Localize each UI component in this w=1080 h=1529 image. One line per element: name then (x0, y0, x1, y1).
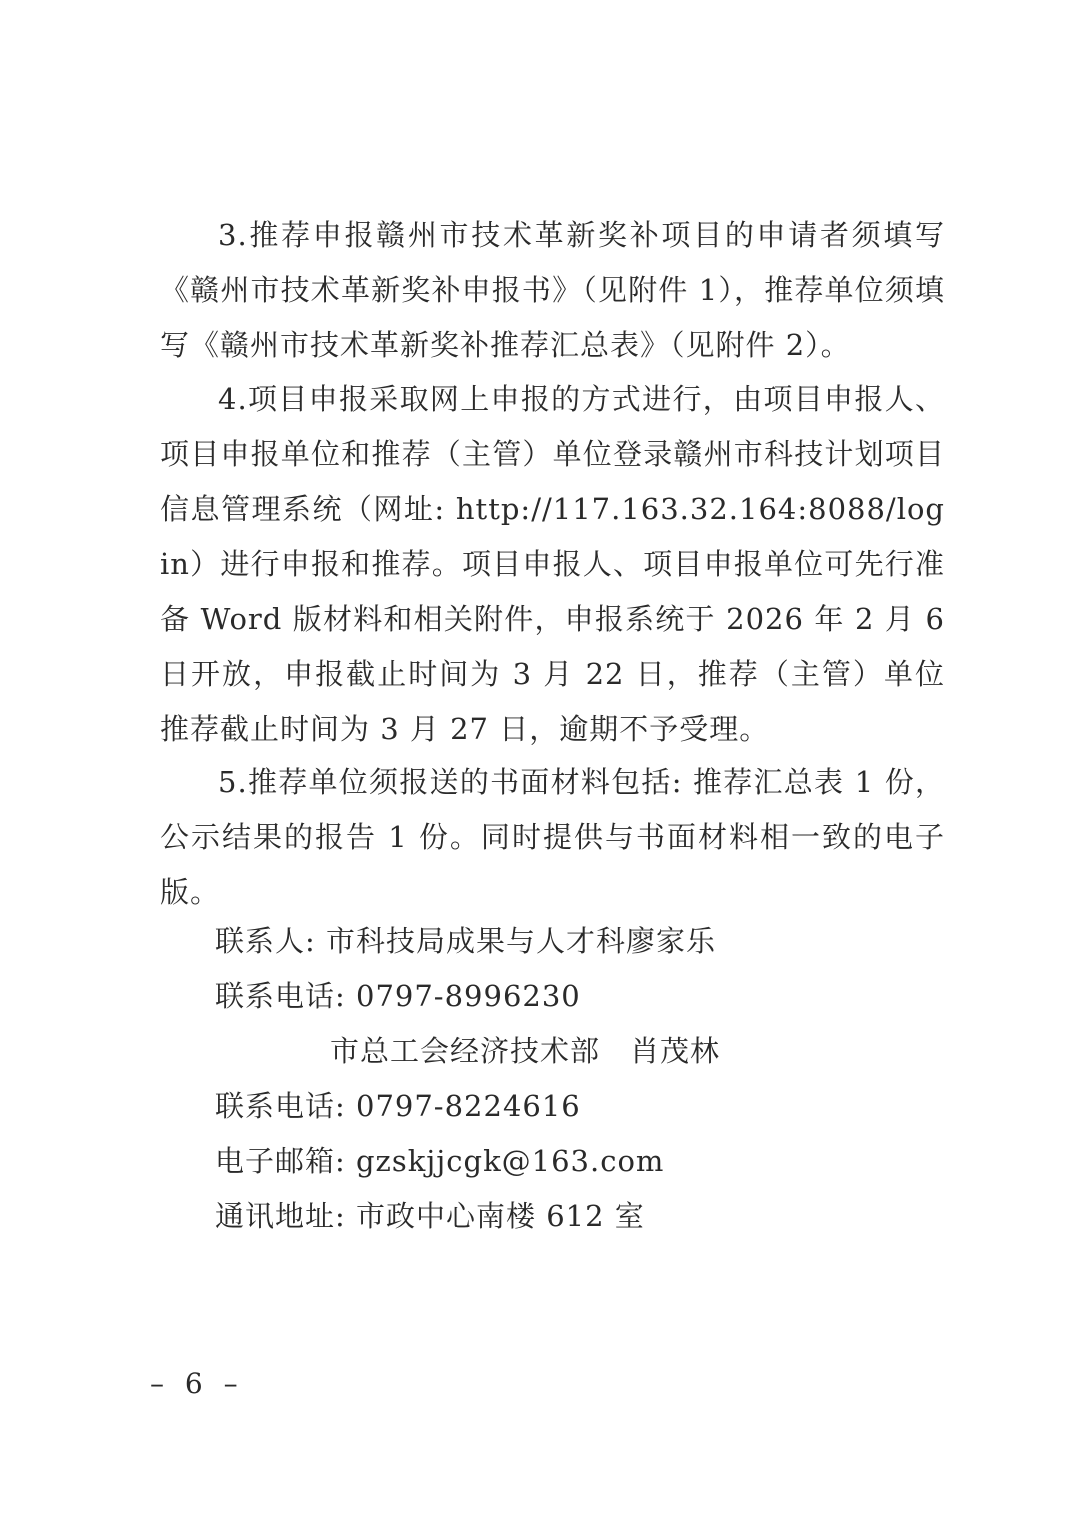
paragraph-item-5: 5.推荐单位须报送的书面材料包括: 推荐汇总表 1 份，公示结果的报告 1 份。同时提供与书面材料相一致的电子版。 (160, 765, 945, 909)
contact-phone-2: 联系电话: 0797-8224616 (215, 1089, 581, 1123)
contact-email: 电子邮箱: gzskjjcgk@163.com (215, 1144, 665, 1178)
page-number: – 6 – (150, 1367, 244, 1400)
contact-phone-1: 联系电话: 0797-8996230 (215, 979, 581, 1013)
contact-person-2: 市总工会经济技术部 肖茂林 (330, 1034, 721, 1068)
contact-address: 通讯地址: 市政中心南楼 612 室 (215, 1199, 645, 1233)
contact-person-1: 联系人: 市科技局成果与人才科廖家乐 (215, 924, 716, 958)
paragraph-item-3: 3.推荐申报赣州市技术革新奖补项目的申请者须填写《赣州市技术革新奖补申报书》（见附件 1），推荐单位须填写《赣州市技术革新奖补推荐汇总表》（见附件 2）。 (160, 218, 945, 362)
paragraph-item-4: 4.项目申报采取网上申报的方式进行，由项目申报人、项目申报单位和推荐（主管）单位登录赣州市科技计划项目信息管理系统（网址: http://117.163.32.164:8088/login）进行申报和推荐。项目申报人、项目申报单位可先行准备 Word 版材料和相关附件，申报系统于 2026 年 2 月 6 日开放，申报截止时间为 3 月 22 日，推荐（主管）单位推荐截止时间为 3 月 27 日，逾期不予受理。 (160, 382, 945, 746)
